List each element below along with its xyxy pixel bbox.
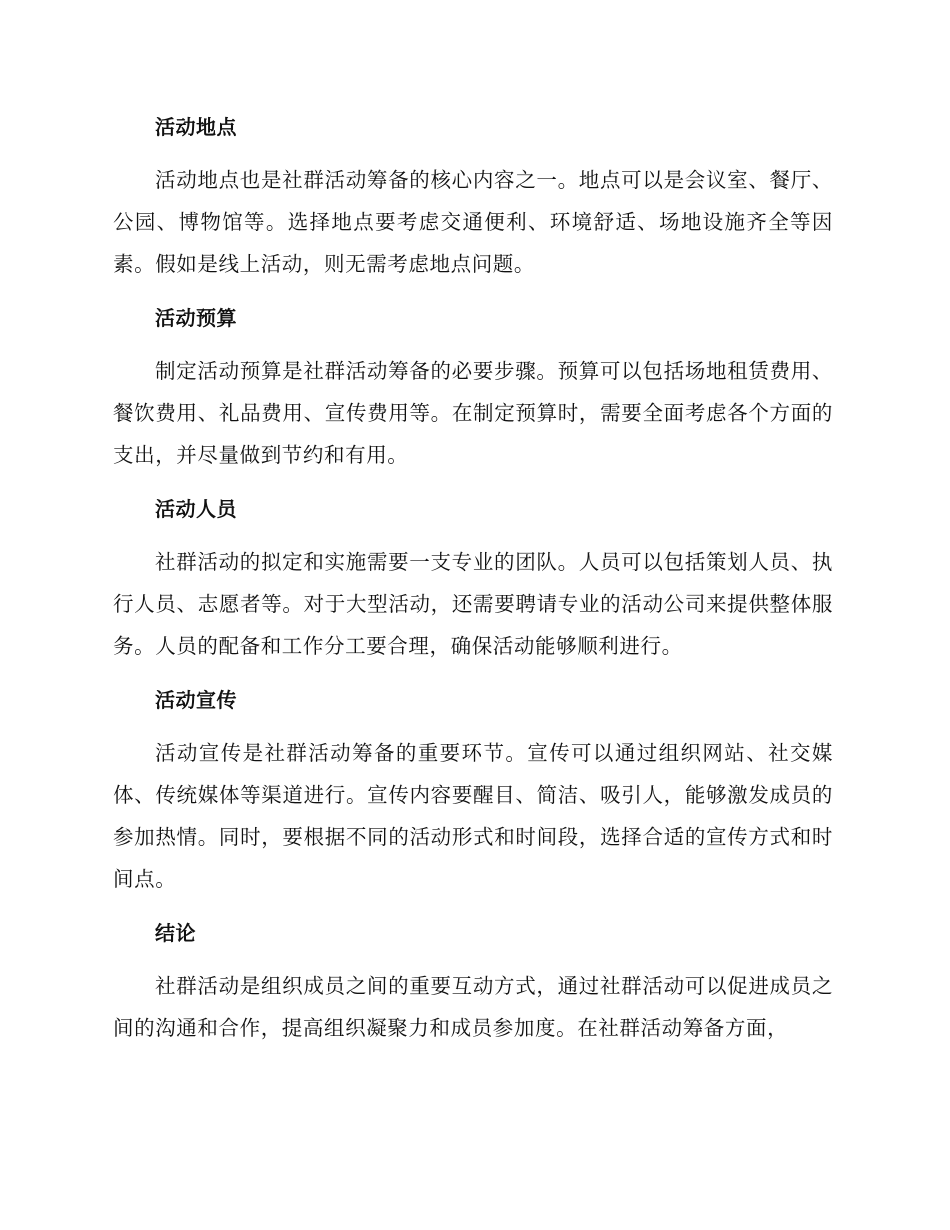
section-heading-venue: 活动地点 xyxy=(155,115,237,139)
document-content xyxy=(113,108,833,1063)
section-body-conclusion: 社群活动是组织成员之间的重要互动方式，通过社群活动可以促进成员之间的沟通和合作，提高组织凝聚力和成员参加度。在社群活动筹备方面， xyxy=(113,974,833,1040)
section-body-budget: 制定活动预算是社群活动筹备的必要步骤。预算可以包括场地租赁费用、餐饮费用、礼品费用、宣传费用等。在制定预算时，需要全面考虑各个方面的支出，并尽量做到节约和有用。 xyxy=(113,359,833,467)
section-body-venue: 活动地点也是社群活动筹备的核心内容之一。地点可以是会议室、餐厅、公园、博物馆等。选择地点要考虑交通便利、环境舒适、场地设施齐全等因素。假如是线上活动，则无需考虑地点问题。 xyxy=(113,168,833,276)
section-body-promotion: 活动宣传是社群活动筹备的重要环节。宣传可以通过组织网站、社交媒体、传统媒体等渠道进行。宣传内容要醒目、简洁、吸引人，能够激发成员的参加热情。同时，要根据不同的活动形式和时间段，选择合适的宣传方式和时间点。 xyxy=(113,741,833,891)
section-heading-budget: 活动预算 xyxy=(155,306,237,330)
section-body-staff: 社群活动的拟定和实施需要一支专业的团队。人员可以包括策划人员、执行人员、志愿者等。对于大型活动，还需要聘请专业的活动公司来提供整体服务。人员的配备和工作分工要合理，确保活动能够顺利进行。 xyxy=(113,550,833,658)
section-heading-promotion: 活动宣传 xyxy=(155,688,237,712)
section-heading-conclusion: 结论 xyxy=(155,921,196,945)
section-heading-staff: 活动人员 xyxy=(155,497,237,521)
